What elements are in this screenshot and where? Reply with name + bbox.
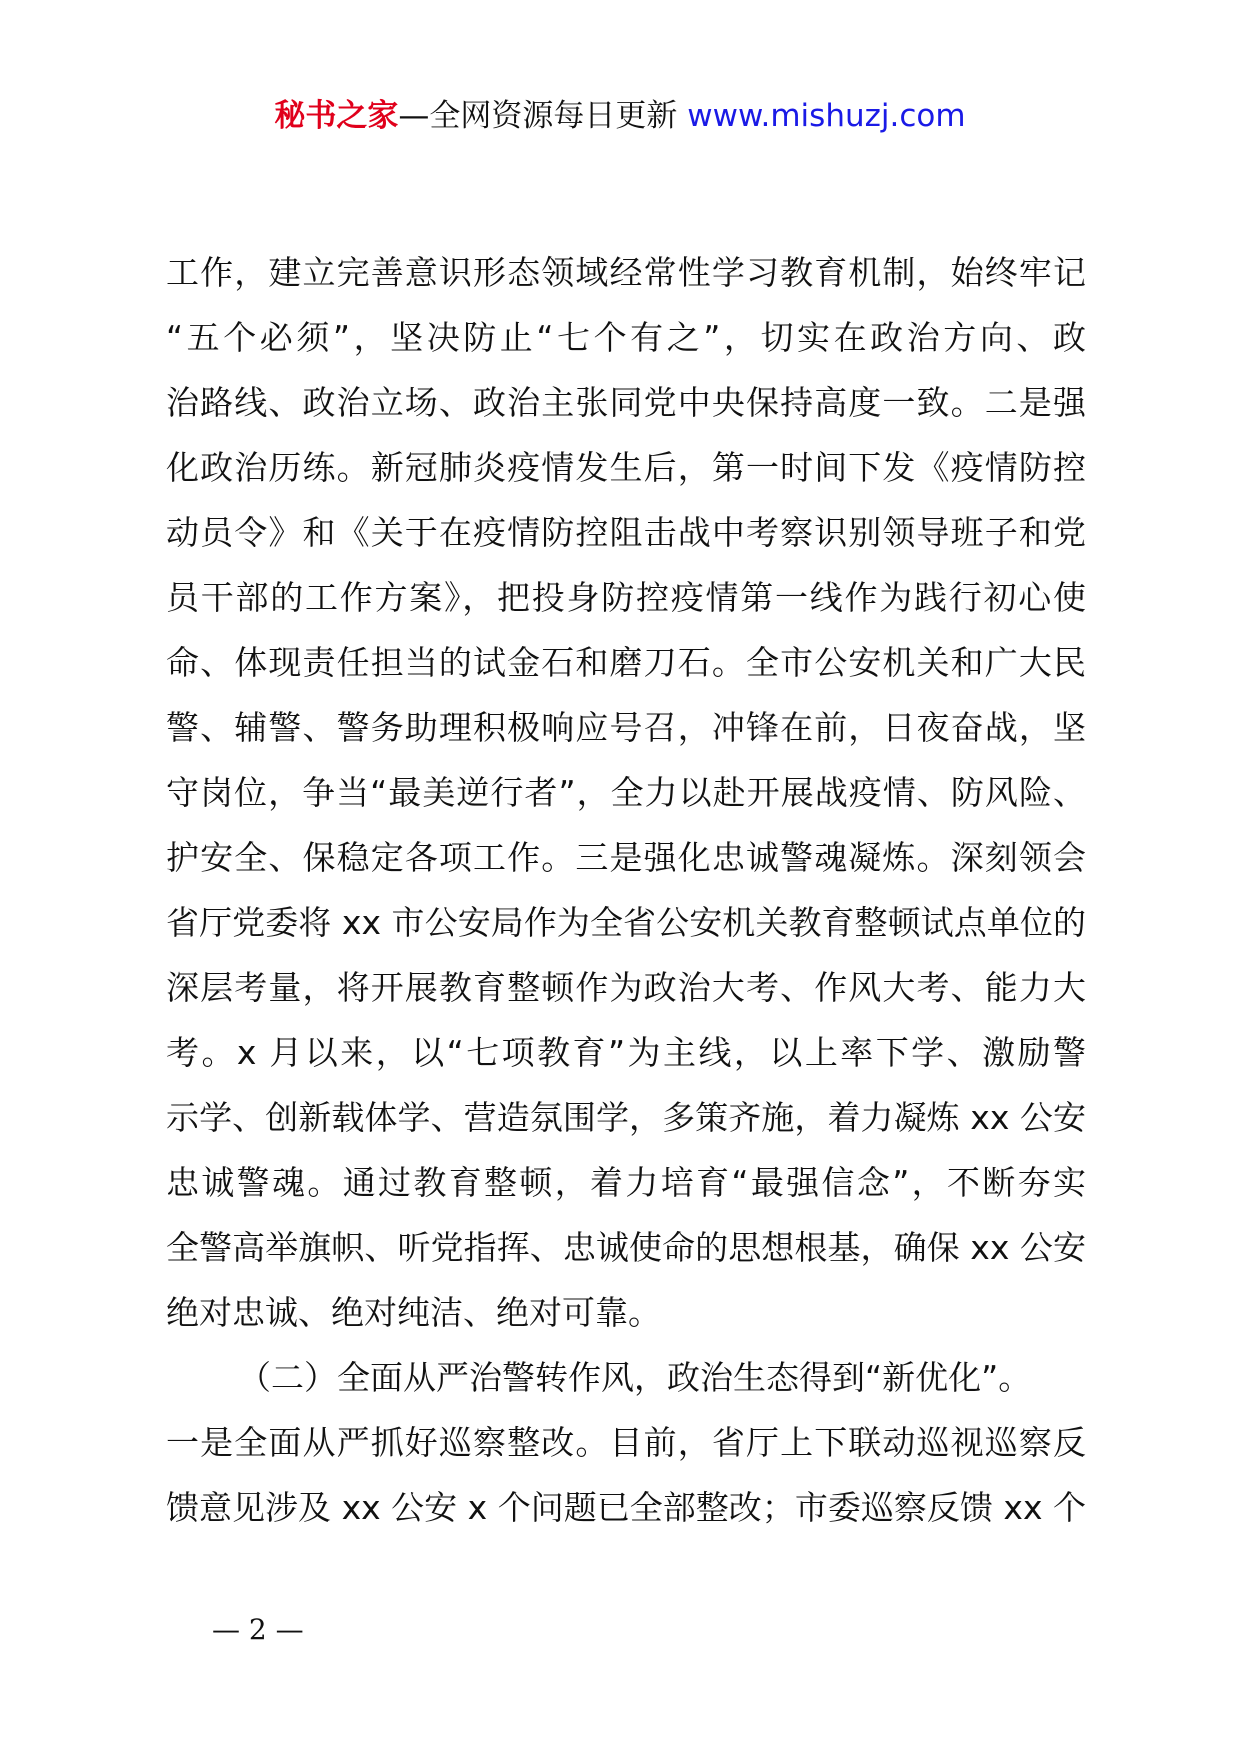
text-line: 守岗位，争当“最美逆行者”，全力以赴开展战疫情、防风险、	[166, 773, 1086, 812]
text-line: 忠诚警魂。通过教育整顿，着力培育“最强信念”，不断夯实	[166, 1163, 1086, 1202]
text-line: “五个必须”，坚决防止“七个有之”，切实在政治方向、政	[166, 318, 1086, 357]
text-line: 省厅党委将 xx 市公安局作为全省公安机关教育整顿试点单位的	[166, 903, 1086, 942]
text-line: 治路线、政治立场、政治主张同党中央保持高度一致。二是强	[166, 383, 1086, 422]
text-line: 示学、创新载体学、营造氛围学，多策齐施，着力凝炼 xx 公安	[166, 1098, 1086, 1137]
text-line: 一是全面从严抓好巡察整改。目前，省厅上下联动巡视巡察反	[166, 1423, 1086, 1462]
text-line: 全警高举旗帜、听党指挥、忠诚使命的思想根基，确保 xx 公安	[166, 1228, 1086, 1267]
text-line: 命、体现责任担当的试金石和磨刀石。全市公安机关和广大民	[166, 643, 1086, 682]
header-slogan: —全网资源每日更新	[398, 98, 678, 134]
text-line: 绝对忠诚、绝对纯洁、绝对可靠。	[166, 1293, 661, 1332]
text-line: 考。x 月以来，以“七项教育”为主线，以上率下学、激励警	[166, 1033, 1086, 1072]
header-url[interactable]: www.mishuzj.com	[687, 98, 966, 134]
document-body	[166, 240, 1086, 1540]
page-header	[0, 96, 1240, 136]
text-line: 警、辅警、警务助理积极响应号召，冲锋在前，日夜奋战，坚	[166, 708, 1086, 747]
text-line: 馈意见涉及 xx 公安 x 个问题已全部整改；市委巡察反馈 xx 个	[166, 1488, 1086, 1527]
page-number: — 2 —	[212, 1613, 304, 1646]
text-line: 动员令》和《关于在疫情防控阻击战中考察识别领导班子和党	[166, 513, 1086, 552]
text-line: 护安全、保稳定各项工作。三是强化忠诚警魂凝炼。深刻领会	[166, 838, 1086, 877]
text-line: 员干部的工作方案》，把投身防控疫情第一线作为践行初心使	[166, 578, 1086, 617]
header-brand: 秘书之家	[274, 98, 399, 134]
section-heading-line: （二）全面从严治警转作风，政治生态得到“新优化”。	[238, 1358, 1032, 1397]
text-line: 化政治历练。新冠肺炎疫情发生后，第一时间下发《疫情防控	[166, 448, 1086, 487]
text-line: 工作，建立完善意识形态领域经常性学习教育机制，始终牢记	[166, 253, 1086, 292]
text-line: 深层考量，将开展教育整顿作为政治大考、作风大考、能力大	[166, 968, 1086, 1007]
